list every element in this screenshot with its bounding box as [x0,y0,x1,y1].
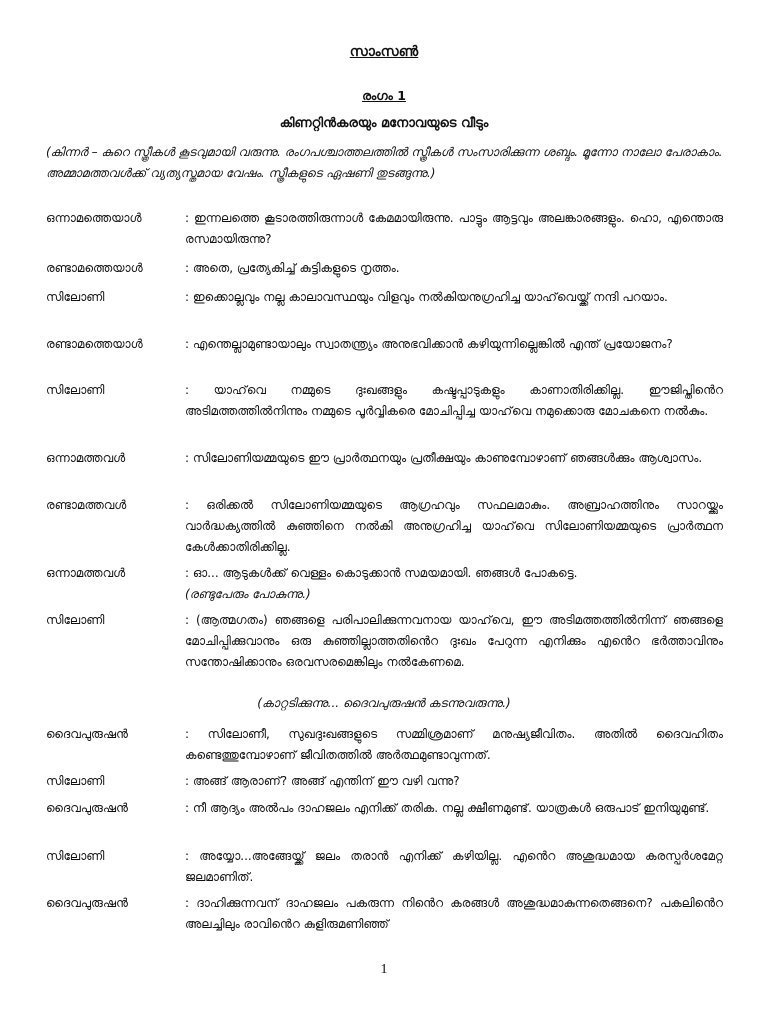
opening-stage-direction: (കിന്നർ – കുറെ സ്ത്രീകൾ കൂടവുമായി വരുന്നു. രംഗപശ്ചാത്തലത്തിൽ സ്ത്രീകൾ സംസാരിക്കുന്ന ശബ്ദം. മൂന്നോ നാലോ പേരാകാം. അമ്മാമത്തവൾക്ക് വ്യത്യസ്തമായ വേഷം. സ്ത്രീകളുടെ ഏഷണി തുടങ്ങുന്നു.) [46,145,723,180]
middle-stage-direction: (കാറ്റടിക്കുന്നു... ദൈവപുരുഷൻ കടന്നുവരുന്നു.) [257,696,511,710]
speaker-name: സിലോണി [46,849,105,863]
speaker-name: സിലോണി [46,613,105,627]
speaker-name: സിലോണി [46,383,105,397]
dialogue-text: : ദാഹിക്കുന്നവന് ദാഹജലം പകരുന്ന നിൻെറ കരങ്ങൾ അശുദ്ധമാകുന്നതെങ്ങനെ? പകലിൻെറ അലച്ചിലും രാവിൻെറ കുളിരുമണിഞ്ഞ് [185,896,723,931]
dialogue-text: : യാഹ്‌വെ നമ്മുടെ ദുഃഖങ്ങളും കഷ്ടപ്പാടുകളും കാണാതിരിക്കില്ല. ഈജിപ്തിൻെറ അടിമത്തത്തിൽനിന്നും നമ്മുടെ പൂർവ്വികരെ മോചിപ്പിച്ച യാഹ്‌വെ നമുക്കൊരു മോചകനെ നൽകും. [185,383,723,418]
scene-setting: കിണറ്റിൻകരയും മനോവയുടെ വീടും [279,116,489,131]
inline-stage-direction: (രണ്ടുപേരും പോകുന്നു.) [185,587,311,601]
speaker-name: സിലോണി [46,774,105,788]
dialogue-text: : സിലോണീ, സുഖദുഃഖങ്ങളുടെ സമ്മിശ്രമാണ് മനുഷ്യജീവിതം. അതിൽ ദൈവഹിതം കണ്ടെത്തുമ്പോഴാണ് ജീവിതത്തിൽ അർത്ഥമുണ്ടാവുന്നത്. [185,727,723,762]
speaker-name: ഒന്നാമത്തെയാൾ [46,211,142,225]
dialogue-line: : ഓ... ആടുകൾക്ക് വെള്ളം കൊടുക്കാൻ സമയമായി. ഞങ്ങൾ പോകട്ടെ. [185,566,578,580]
dialogue-text: : ഒരിക്കൽ സിലോണിയമ്മയുടെ ആഗ്രഹവും സഫലമാകും. അബ്രാഹത്തിനും സാറയ്ക്കും വാർദ്ധക്യത്തിൽ കുഞ്ഞിനെ നൽകി അനുഗ്രഹിച്ച യാഹ്‌വെ സിലോണിയമ്മയുടെ പ്രാർത്ഥന കേൾക്കാതിരിക്കില്ല. [185,498,723,554]
dialogue-text: : എന്തെല്ലാമുണ്ടായാലും സ്വാതന്ത്ര്യം അനുഭവിക്കാൻ കഴിയുന്നില്ലെങ്കിൽ എന്ത് പ്രയോജനം? [185,337,673,351]
speaker-name: സിലോണി [46,290,105,304]
page-number: 1 [380,962,388,977]
speaker-name: ഒന്നാമത്തവൾ [46,451,126,465]
speaker-name: രണ്ടാമത്തവൾ [46,498,127,512]
scene-heading: രംഗം 1 [362,88,406,103]
play-title: സാംസൺ [349,44,419,60]
speaker-name: ദൈവപുരുഷൻ [46,896,128,910]
speaker-name: ദൈവപുരുഷൻ [46,727,128,741]
speaker-name: രണ്ടാമത്തെയാൾ [46,337,143,351]
speaker-name: ഒന്നാമത്തവൾ [46,566,126,580]
dialogue-text: : സിലോണിയമ്മയുടെ ഈ പ്രാർത്ഥനയും പ്രതീക്ഷയും കാണുമ്പോഴാണ് ഞങ്ങൾക്കും ആശ്വാസം. [185,451,703,465]
dialogue-text: : അതെ, പ്രത്യേകിച്ച് കുട്ടികളുടെ നൃത്തം. [185,261,400,275]
dialogue-text: : ഇന്നലത്തെ കൂടാരത്തിരുന്നാൾ കേമമായിരുന്നു. പാട്ടും ആട്ടവും അലങ്കാരങ്ങളും. ഹൊ, എന്തൊരു രസമായിരുന്നു? [185,211,723,246]
speaker-name: രണ്ടാമത്തെയാൾ [46,261,143,275]
dialogue-text: : അങ്ങ് ആരാണ്? അങ്ങ് എന്തിന് ഈ വഴി വന്നു? [185,774,460,788]
dialogue-text: : അയ്യോ...അങ്ങേയ്ക്ക് ജലം തരാൻ എനിക്ക് കഴിയില്ല. എൻെറ അശുദ്ധമായ കരസ്പർശമേറ്റ ജലമാണിത്. [185,849,723,884]
dialogue-text: : നീ ആദ്യം അൽപം ദാഹജലം എനിക്ക് തരിക. നല്ല ക്ഷീണമുണ്ട്. യാത്രകൾ ഒരുപാട് ഇനിയുമുണ്ട്. [185,801,710,815]
dialogue-text: : (ആത്മഗതം) ഞങ്ങളെ പരിപാലിക്കുന്നവനായ യാഹ്‌വെ, ഈ അടിമത്തത്തിൽനിന്ന് ഞങ്ങളെ മോചിപ്പിക്കുവാനും ഒരു കുഞ്ഞില്ലാത്തതിൻെറ ദുഃഖം പേറുന്ന എനിക്കും എൻെറ ഭർത്താവിനും സന്തോഷിക്കാനും ഒരവസരമെങ്കിലും നൽകേണമെ. [185,613,723,669]
speaker-name: ദൈവപുരുഷൻ [46,801,128,815]
dialogue-text: : ഇക്കൊല്ലവും നല്ല കാലാവസ്ഥയും വിളവും നൽകിയനുഗ്രഹിച്ച യാഹ്‌വെയ്ക്ക് നന്ദി പറയാം. [185,290,668,304]
dialogue-text [185,563,723,605]
